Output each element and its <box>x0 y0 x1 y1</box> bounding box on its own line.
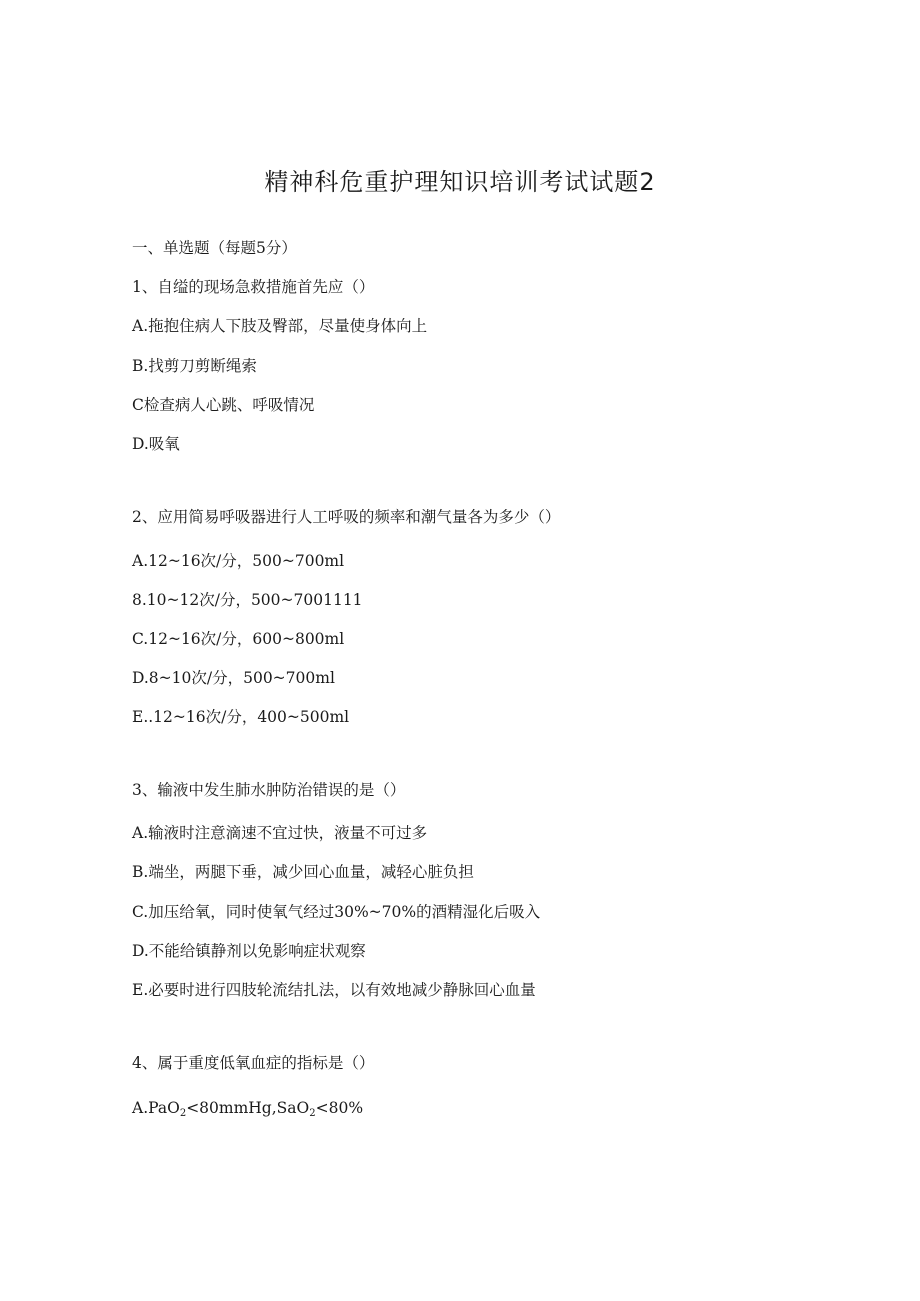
pao2-subscript: 2 <box>179 1108 187 1119</box>
question-4-option-a <box>132 1098 363 1124</box>
section-heading: 一、单选题（每题5分） <box>132 239 297 257</box>
question-2-option-c: C.12~16次/分，600~800ml <box>132 630 345 648</box>
question-4-stem: 4、属于重度低氧血症的指标是（） <box>132 1054 375 1072</box>
question-2-stem: 2、应用简易呼吸器进行人工呼吸的频率和潮气量各为多少（） <box>132 508 561 526</box>
question-3-option-b: B.端坐，两腿下垂，减少回心血量，减轻心脏负担 <box>132 863 474 881</box>
document-title: 精神科危重护理知识培训考试试题2 <box>264 168 656 196</box>
option-a-suffix: <80% <box>315 1099 364 1117</box>
question-2-option-e: E..12~16次/分，400~500ml <box>132 708 350 726</box>
question-3-option-d: D.不能给镇静剂以免影响症状观察 <box>132 942 366 960</box>
sao2-subscript: 2 <box>309 1108 316 1119</box>
option-a-prefix: A.PaO <box>132 1099 180 1117</box>
question-2-option-d: D.8~10次/分，500~700ml <box>132 669 335 687</box>
question-3-stem: 3、输液中发生肺水肿防治错误的是（） <box>132 781 406 799</box>
question-1-option-c: C检查病人心跳、呼吸情况 <box>132 396 315 414</box>
question-3-option-c: C.加压给氧，同时使氧气经过30%~70%的酒精湿化后吸入 <box>132 903 541 921</box>
question-2-option-b: 8.10~12次/分，500~7001111 <box>132 591 363 609</box>
question-3-option-e: E.必要时进行四肢轮流结扎法，以有效地减少静脉回心血量 <box>132 981 536 999</box>
question-1-option-a: A.拖抱住病人下肢及臀部，尽量使身体向上 <box>132 317 428 335</box>
question-1-stem: 1、自缢的现场急救措施首先应（） <box>132 278 375 296</box>
question-2-option-a: A.12~16次/分，500~700ml <box>132 552 345 570</box>
option-a-middle: <80mmHg,SaO <box>186 1099 310 1117</box>
question-3-option-a: A.输液时注意滴速不宜过快，液量不可过多 <box>132 824 428 842</box>
question-1-option-b: B.找剪刀剪断绳索 <box>132 357 257 375</box>
question-1-option-d: D.吸氧 <box>132 435 180 453</box>
